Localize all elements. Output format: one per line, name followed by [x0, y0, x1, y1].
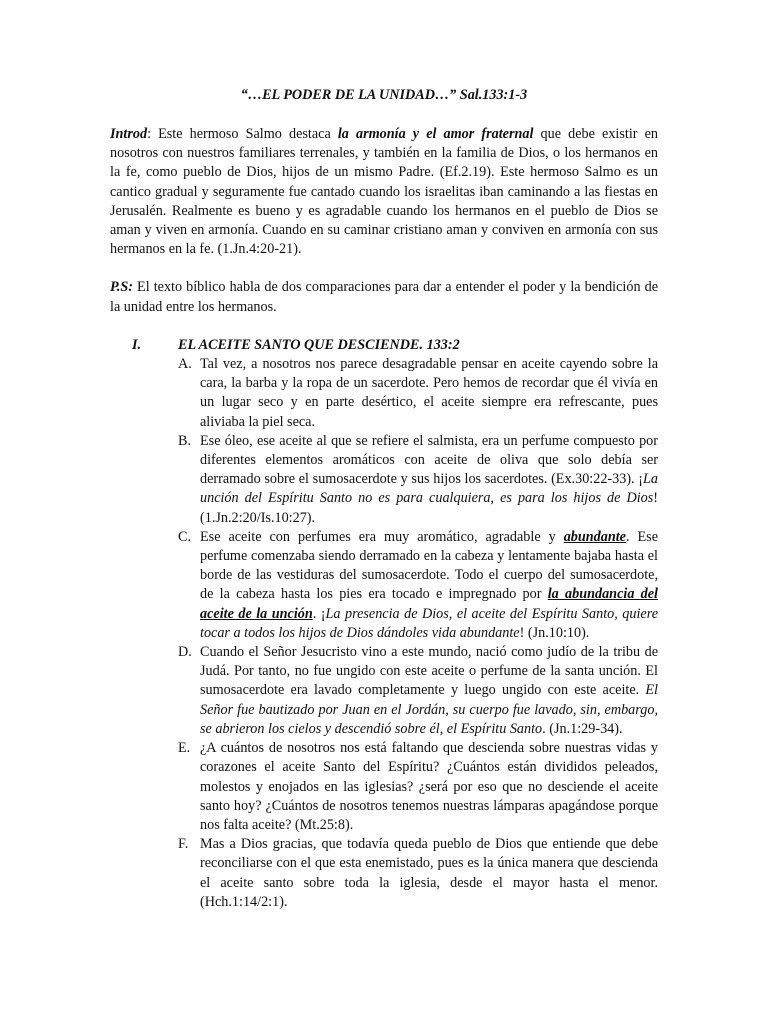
ps-text: El texto bíblico habla de dos comparaciones para dar a entender el poder y la bendición de la unidad entre los hermanos. [110, 279, 658, 315]
item-b-text-2: ! (1.Jn.2:20/Is.10:27). [200, 490, 658, 526]
item-b-italic: La unción del Espíritu Santo no es para cualquiera, es para los hijos de Dios [200, 471, 658, 507]
intro-emphasis: la armonía y el amor fraternal [337, 126, 534, 142]
item-letter: C. [178, 528, 192, 545]
ps-label: P.S: [110, 279, 133, 296]
item-c-emphasis-2: la abundancia del aceite de la unción [200, 586, 658, 622]
item-c-italic: La presencia de Dios, el aceite del Espíritu Santo, quiere tocar a todos los hijos de Dios dándoles vida abundante [200, 605, 658, 641]
ps-paragraph [110, 278, 658, 316]
item-c-text-2: . Ese perfume comenzaba siendo derramado en la cabeza y lentamente bajaba hasta el borde de las vestiduras del sumosacerdote. Todo el cuerpo del sumosacerdote, de la cabeza hasta los pies era tocado e impregnado por [200, 528, 658, 603]
item-text: ¿A cuántos de nosotros nos está faltando que descienda sobre nuestras vidas y corazones el aceite Santo del Espíritu? ¿Cuántos están divididos peleados, molestos y enojados en las iglesias? ¿será por eso que no desciende el aceite santo hoy? ¿Cuántos de nosotros tenemos nuestras lámparas apagándose porque nos falta aceite? (Mt.25:8). [200, 740, 658, 833]
item-c-text-1: Ese aceite con perfumes era muy aromático, agradable y [200, 528, 564, 545]
list-item-e [178, 739, 658, 835]
point-list [110, 355, 658, 912]
section-title: EL ACEITE SANTO QUE DESCIENDE. 133:2 [178, 336, 460, 353]
item-c-text-4: ! (Jn.10:10). [519, 624, 590, 641]
sermon-title: “…EL PODER DE LA UNIDAD…” Sal.133:1-3 [240, 87, 528, 103]
item-letter: A. [178, 356, 192, 373]
item-text [200, 643, 658, 739]
list-item-a [178, 355, 658, 432]
item-text: Tal vez, a nosotros nos parece desagradable pensar en aceite cayendo sobre la cara, la barba y la ropa de un sacerdote. Pero hemos de recordar que él vivía en un lugar seco y en parte desértico, el aceite siempre era refrescante, pues aliviaba la piel seca. [200, 356, 658, 430]
list-item-d [178, 643, 658, 739]
item-letter: D. [178, 644, 192, 661]
intro-label: Introd [110, 126, 148, 142]
list-item-b [178, 432, 658, 528]
document-page [110, 86, 658, 912]
item-text [200, 528, 658, 643]
item-letter: E. [178, 740, 191, 757]
item-d-italic: El Señor fue bautizado por Juan en el Jordán, su cuerpo fue lavado, sin, embargo, se abrieron los cielos y descendió sobre él, el Espíritu Santo [200, 682, 658, 737]
item-d-text-1: Cuando el Señor Jesucristo vino a este mundo, nació como judío de la tribu de Judá. Por tanto, no fue ungido con este aceite o perfume de la santa unción. El sumosacerdote era lavado completamente y luego ungido con este aceite. [200, 644, 658, 699]
item-b-text-1: Ese óleo, ese aceite al que se refiere el salmista, era un perfume compuesto por diferentes elementos aromáticos con aceite de oliva que solo debía ser derramado sobre el sumosacerdote y sus hijos los sacerdotes. (Ex.30:22-33). ¡ [200, 432, 658, 488]
section-number: I. [132, 336, 142, 353]
list-item-f [178, 835, 658, 912]
item-text: Mas a Dios gracias, que todavía queda pueblo de Dios que entiende que debe reconciliarse con el que esta enemistado, pues es la única manera que descienda el aceite santo sobre toda la iglesia, desde el mayor hasta el menor. (Hch.1:14/2:1). [200, 836, 658, 910]
item-c-text-3: . ¡ [312, 605, 326, 622]
list-item-c [178, 528, 658, 643]
item-d-text-2: . (Jn.1:29-34). [542, 720, 623, 737]
intro-text-1: : Este hermoso Salmo destaca [147, 126, 338, 142]
item-text [200, 432, 658, 528]
item-letter: B. [178, 432, 192, 449]
intro-paragraph [110, 125, 658, 259]
item-letter: F. [178, 836, 189, 853]
intro-text-2: que debe existir en nosotros con nuestros familiares terrenales, y también en la familia de Dios, o los hermanos en la fe, como pueblo de Dios, hijos de un mismo Padre. (Ef.2.19). Este hermoso Salmo es un cantico gradual y seguramente fue cantado cuando los israelitas iban caminando a las fiestas en Jerusalén. Realmente es bueno y es agradable cuando los hermanos en el pueblo de Dios se aman y viven en armonía. Cuando en su caminar cristiano aman y conviven en armonía con sus hermanos en la fe. (1.Jn.4:20-21). [110, 126, 659, 258]
section-heading [110, 336, 658, 355]
item-c-emphasis-1: abundante [563, 528, 626, 545]
